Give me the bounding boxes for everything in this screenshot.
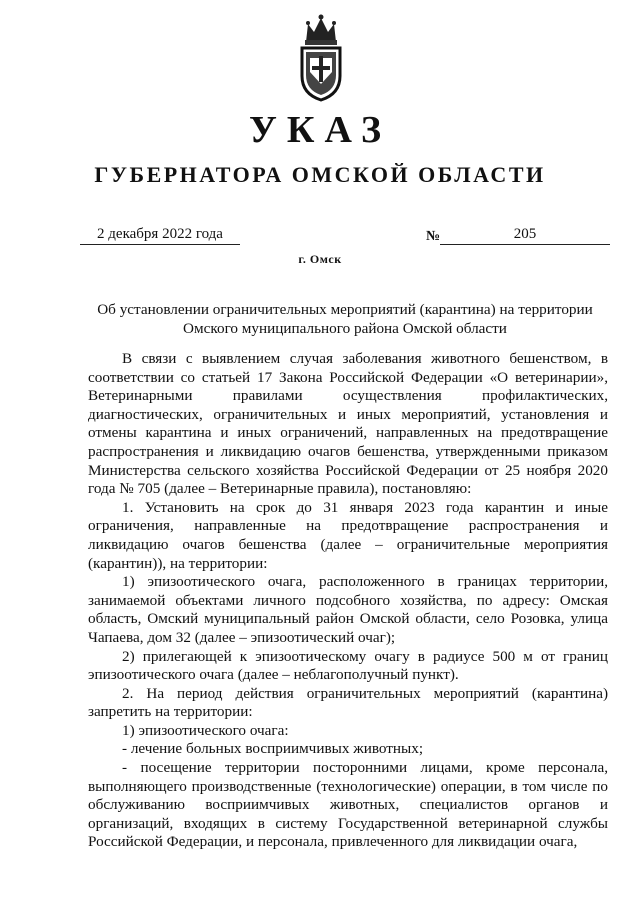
document-subtitle: ГУБЕРНАТОРА ОМСКОЙ ОБЛАСТИ — [94, 162, 546, 187]
document-city: г. Омск — [298, 252, 342, 266]
paragraph: 1) эпизоотического очага: — [122, 721, 289, 739]
document-date: 2 декабря 2022 года — [80, 226, 240, 245]
number-label: № — [426, 229, 441, 244]
paragraph: 1) эпизоотического очага, расположенного в границах территории, занимаемой объектами личного подсобного хозяйства, по адресу: Омская область, Омский муниципальный район Омской области, село Розовка, улица Чапаева, дом 32 (далее – эпизоотический очаг); — [88, 573, 608, 646]
paragraph: - посещение территории посторонними лицами, кроме персонала, выполняющего производственные (технологические) операции, в том числе по обслуживанию восприимчивых животных, специалистов органов и организаций, входящих в систему Государственной ветеринарной службы Российской Федерации, и персонала, привлеченного для ликвидации очага, — [88, 759, 608, 851]
document-body — [88, 350, 608, 852]
paragraph: - лечение больных восприимчивых животных; — [122, 740, 424, 758]
omsk-coat-of-arms-icon — [298, 12, 344, 102]
document-title: УКАЗ — [249, 109, 391, 151]
document-number: 205 — [440, 226, 610, 245]
document-heading: Об установлении ограничительных мероприятий (карантина) на территории Омского муниципального района Омской области — [97, 301, 593, 337]
paragraph: 1. Установить на срок до 31 января 2023 года карантин и иные ограничения, направленные на предотвращение распространения и ликвидацию очагов бешенства (далее – ограничительные мероприятия (карантин)), на территории: — [88, 498, 608, 572]
paragraph: 2) прилегающей к эпизоотическому очагу в радиусе 500 м от границ эпизоотического очага (далее – неблагополучный пункт). — [88, 647, 608, 684]
paragraph: В связи с выявлением случая заболевания животного бешенством, в соответствии со статьей 17 Закона Российской Федерации «О ветеринарии», Ветеринарными правилами осуществления профилактических, диагностических, ограничительных и иных мероприятий, установления и отмены карантина и иных ограничений, направленных на предотвращение распространения и ликвидацию очагов бешенства, утвержденными приказом Министерства сельского хозяйства Российской Федерации от 25 ноября 2020 года № 705 (далее – Ветеринарные правила), постановляю: — [88, 350, 608, 498]
paragraph: 2. На период действия ограничительных мероприятий (карантина) запретить на территории: — [88, 684, 608, 721]
